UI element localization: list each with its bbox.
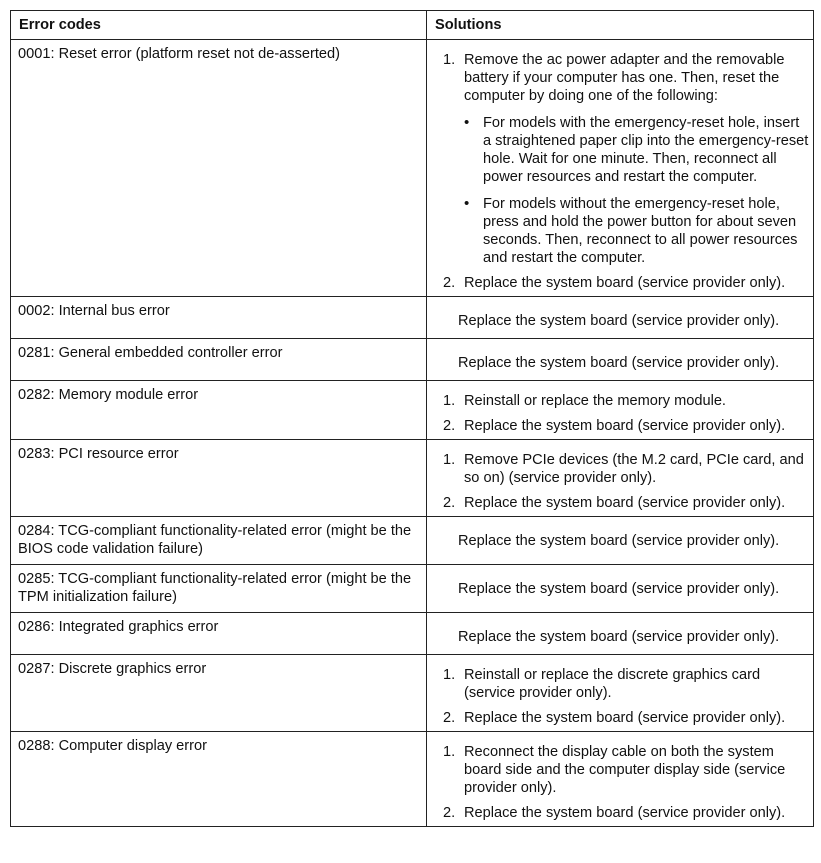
- solution-cell: Replace the system board (service provider only).: [427, 297, 814, 339]
- table-row: [11, 297, 814, 339]
- table-row: [11, 339, 814, 381]
- error-code-cell: 0284: TCG-compliant functionality-related error (might be the BIOS code validation failure): [11, 517, 427, 565]
- solution-step: [443, 804, 809, 822]
- step-number: 1.: [443, 52, 456, 68]
- step-body: [464, 51, 809, 267]
- table-row: [11, 381, 814, 440]
- error-code-cell: 0286: Integrated graphics error: [11, 613, 427, 655]
- bullet-icon: •: [464, 114, 470, 131]
- step-number: 1.: [443, 744, 456, 760]
- step-text: Replace the system board (service provider only).: [464, 418, 786, 434]
- table-row: [11, 565, 814, 613]
- solution-step: [443, 494, 809, 512]
- header-error-codes: Error codes: [11, 11, 427, 40]
- solution-steps: [443, 451, 809, 512]
- table-row: [11, 655, 814, 732]
- step-text: Reconnect the display cable on both the system board side and the computer display side (service provider only).: [464, 744, 786, 796]
- table-row: [11, 732, 814, 827]
- bullet-item: [464, 114, 809, 186]
- solution-cell: Replace the system board (service provider only).: [427, 517, 814, 565]
- bullet-icon: •: [464, 195, 470, 212]
- step-text: Remove the ac power adapter and the removable battery if your computer has one. Then, reset the computer by doing one of the following:: [464, 52, 785, 104]
- step-text: Replace the system board (service provider only).: [464, 805, 786, 821]
- bullet-text: For models with the emergency-reset hole, insert a straightened paper clip into the emergency-reset hole. Wait for one minute. Then, reconnect all power resources and restart the computer.: [483, 115, 809, 185]
- error-code-cell: 0287: Discrete graphics error: [11, 655, 427, 732]
- error-code-cell: 0283: PCI resource error: [11, 440, 427, 517]
- step-number: 2.: [443, 275, 456, 291]
- step-number: 2.: [443, 495, 456, 511]
- step-number: 1.: [443, 667, 456, 683]
- solution-step: [443, 274, 809, 292]
- solution-step: [443, 709, 809, 727]
- solution-cell: [427, 732, 814, 827]
- solution-steps: [443, 666, 809, 727]
- solution-step: [443, 451, 809, 487]
- error-codes-document: [10, 10, 813, 827]
- step-number: 2.: [443, 710, 456, 726]
- solution-step: [443, 51, 809, 267]
- solution-cell: [427, 381, 814, 440]
- step-text: Replace the system board (service provider only).: [464, 710, 786, 726]
- bullet-text: For models without the emergency-reset hole, press and hold the power button for about seven seconds. Then, reconnect to all power resources and restart the computer.: [483, 196, 798, 266]
- error-code-cell: 0001: Reset error (platform reset not de-asserted): [11, 40, 427, 297]
- solution-cell: Replace the system board (service provider only).: [427, 613, 814, 655]
- table-row: [11, 613, 814, 655]
- bullet-list: [464, 114, 809, 267]
- solution-steps: [443, 392, 809, 435]
- step-number: 1.: [443, 393, 456, 409]
- header-solutions: Solutions: [427, 11, 814, 40]
- solution-step: [443, 666, 809, 702]
- error-code-cell: 0002: Internal bus error: [11, 297, 427, 339]
- error-code-cell: 0281: General embedded controller error: [11, 339, 427, 381]
- solution-steps: [443, 51, 809, 292]
- solution-steps: [443, 743, 809, 822]
- solution-step: [443, 743, 809, 797]
- error-code-cell: 0285: TCG-compliant functionality-related error (might be the TPM initialization failure): [11, 565, 427, 613]
- step-number: 1.: [443, 452, 456, 468]
- step-text: Remove PCIe devices (the M.2 card, PCIe card, and so on) (service provider only).: [464, 452, 804, 486]
- step-text: Reinstall or replace the discrete graphics card (service provider only).: [464, 667, 761, 701]
- solution-cell: [427, 655, 814, 732]
- solution-cell: [427, 440, 814, 517]
- table-header-row: [11, 11, 814, 40]
- solution-step: [443, 392, 809, 410]
- error-code-cell: 0282: Memory module error: [11, 381, 427, 440]
- table-row: [11, 40, 814, 297]
- step-number: 2.: [443, 805, 456, 821]
- bullet-item: [464, 195, 809, 267]
- error-code-cell: 0288: Computer display error: [11, 732, 427, 827]
- solution-cell: [427, 40, 814, 297]
- solution-cell: Replace the system board (service provider only).: [427, 339, 814, 381]
- error-codes-table: [10, 10, 814, 827]
- solution-cell: Replace the system board (service provider only).: [427, 565, 814, 613]
- table-row: [11, 440, 814, 517]
- step-number: 2.: [443, 418, 456, 434]
- table-row: [11, 517, 814, 565]
- step-text: Replace the system board (service provider only).: [464, 275, 786, 291]
- solution-step: [443, 417, 809, 435]
- step-text: Reinstall or replace the memory module.: [464, 393, 726, 409]
- step-text: Replace the system board (service provider only).: [464, 495, 786, 511]
